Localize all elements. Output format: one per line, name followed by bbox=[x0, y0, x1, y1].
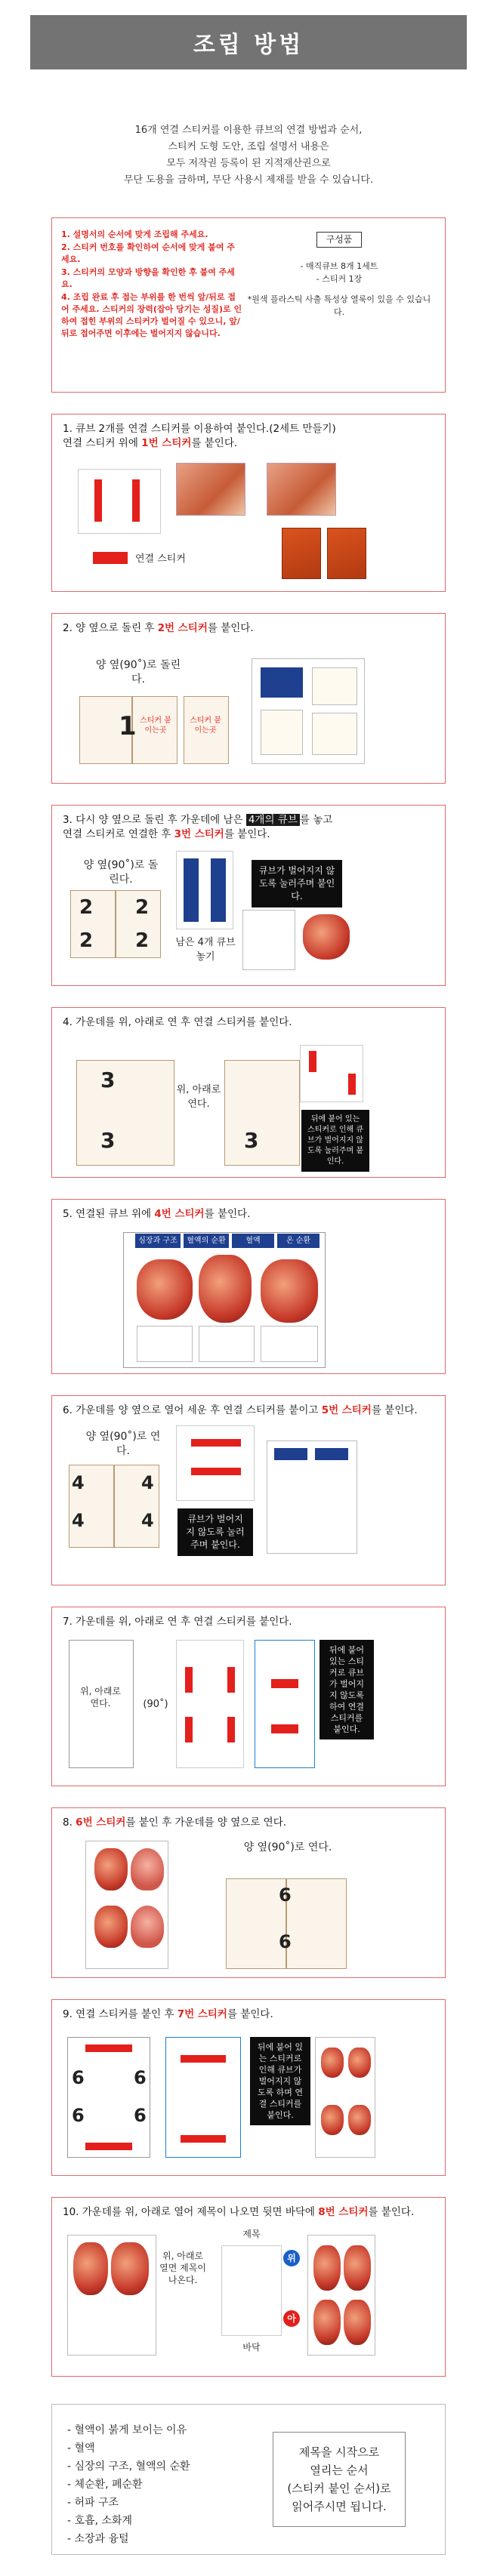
step-9-title bbox=[63, 2007, 434, 2022]
cube-panel bbox=[76, 1060, 174, 1166]
notice-line: 무단 도용을 금하며, 무단 사용시 제재를 받을 수 있습니다. bbox=[123, 174, 374, 186]
copyright-notice bbox=[45, 122, 452, 189]
caution-item: 2. 스티커 번호를 확인하여 순서에 맞게 붙여 주세요. bbox=[61, 242, 235, 264]
note-line: 열리는 순서 bbox=[310, 2464, 369, 2477]
step-6-text: 를 붙인다. bbox=[371, 1404, 418, 1416]
plastic-warning: *원색 플라스틱 사출 특성상 열룩이 있을 수 있습니다. bbox=[247, 294, 431, 317]
body-image bbox=[348, 2105, 371, 2135]
step-5-text: 5. 연결된 큐브 위에 bbox=[63, 1208, 155, 1220]
info-block bbox=[274, 1448, 307, 1460]
topic-item: - 혈액 bbox=[67, 2442, 95, 2454]
step-3-text: 연결 스티커로 연결한 후 bbox=[63, 828, 174, 840]
connect-sticker bbox=[85, 2044, 132, 2052]
cube-panel bbox=[286, 1878, 347, 1969]
tip-box: 뒤에 붙어 있는 스티커로 인해 큐브가 벌어지지 않도록 하며 연결 스티커를 붙인다. bbox=[250, 2037, 310, 2125]
step-3-highlight: 4개의 큐브 bbox=[246, 814, 300, 826]
topic-item: - 혈액이 붉게 보이는 이유 bbox=[67, 2424, 187, 2436]
sticker-number: 6 bbox=[134, 2067, 147, 2088]
center-cubes-label: 남은 4개 큐브 놓기 bbox=[175, 937, 236, 963]
info-block bbox=[312, 667, 357, 705]
step-10-sticker: 8번 스티커 bbox=[318, 2206, 369, 2218]
step-5-title bbox=[63, 1207, 434, 1222]
heart-image bbox=[137, 1259, 193, 1320]
connect-sticker bbox=[85, 2143, 132, 2150]
step-6-title bbox=[63, 1404, 434, 1418]
step-6-sticker: 5번 스티커 bbox=[321, 1404, 372, 1416]
step-9-text: 9. 연결 스티커를 붙인 후 bbox=[63, 2008, 178, 2020]
down-marker: 아래 bbox=[283, 2310, 300, 2327]
sticker-number: 4 bbox=[72, 1510, 85, 1531]
step-7-title: 7. 가운데를 위, 아래로 연 후 연결 스티커를 붙인다. bbox=[63, 1616, 292, 1628]
step-5-sticker: 4번 스티커 bbox=[154, 1208, 205, 1220]
sticker-spot: 스티커 붙이는곳 bbox=[140, 716, 171, 735]
step-1-sticker: 1번 스티커 bbox=[141, 437, 192, 449]
sticker-sheet-image bbox=[176, 463, 245, 516]
step-1-title bbox=[63, 422, 434, 451]
step-3-sticker: 3번 스티커 bbox=[174, 828, 224, 840]
cube-panel bbox=[226, 1878, 286, 1969]
step-2-text: 2. 양 옆으로 돌린 후 bbox=[63, 622, 158, 634]
step-5-text: 를 붙인다. bbox=[204, 1208, 251, 1220]
step-2-illustration bbox=[63, 643, 434, 779]
rotate-label: 양 옆(90˚)로 돌린다. bbox=[83, 859, 159, 886]
step-9-sticker: 7번 스티커 bbox=[177, 2008, 227, 2020]
legend-swatch bbox=[93, 552, 128, 564]
tip-box: 뒤에 붙어 있는 스티커로 큐브가 벌어지지 않도록 하여 연결 스티커를 붙인다. bbox=[320, 1640, 374, 1739]
info-block bbox=[315, 1448, 348, 1460]
topic-item: - 체순환, 폐순환 bbox=[67, 2479, 143, 2491]
sticker-number: 6 bbox=[279, 1931, 292, 1952]
step-8-illustration bbox=[63, 1838, 434, 1974]
info-block bbox=[261, 710, 303, 755]
step-10-text: 를 붙인다. bbox=[368, 2206, 415, 2218]
step-1-illustration bbox=[63, 458, 434, 579]
body-image bbox=[313, 2300, 341, 2345]
components-title: 구성품 bbox=[316, 232, 363, 248]
step-4 bbox=[51, 1007, 446, 1178]
connect-sticker bbox=[185, 1667, 193, 1693]
open-label: 위, 아래로 열면 제목이 나온다. bbox=[159, 2251, 206, 2285]
topic-item: - 호흡, 소화계 bbox=[67, 2515, 133, 2527]
sticker-number: 6 bbox=[134, 2105, 147, 2126]
topic-item: - 심장의 구조, 혈액의 순환 bbox=[67, 2460, 190, 2473]
step-3-text: 3. 다시 양 옆으로 돌린 후 가운데에 남은 bbox=[63, 814, 246, 826]
sticker-number: 4 bbox=[141, 1472, 154, 1493]
step-10-text: 10. 가운데를 위, 아래로 열어 제목이 나오면 뒷면 바닥에 bbox=[63, 2206, 319, 2218]
body-image bbox=[321, 2105, 344, 2135]
step-2-sticker: 2번 스티커 bbox=[157, 622, 208, 634]
caution-item: 1. 설명서의 순서에 맞게 조립해 주세요. bbox=[61, 230, 208, 239]
step-9-text: 를 붙인다. bbox=[227, 2008, 273, 2020]
sticker-number: 4 bbox=[141, 1510, 154, 1531]
sticker-number: 2 bbox=[135, 929, 150, 952]
diagram-thumb bbox=[242, 910, 295, 970]
step-6-illustration bbox=[63, 1425, 434, 1569]
body-image bbox=[348, 2048, 371, 2078]
body-image bbox=[313, 2245, 341, 2291]
step-3-text: 를 붙인다. bbox=[224, 828, 270, 840]
connect-sticker bbox=[181, 2135, 226, 2143]
heart-image bbox=[199, 1255, 252, 1323]
connect-sticker bbox=[191, 1468, 241, 1475]
page-title: 조립 방법 bbox=[193, 32, 304, 58]
rotate-label: 양 옆(90˚)로 돌린다. bbox=[95, 659, 181, 686]
connect-sticker bbox=[185, 1717, 193, 1742]
open-label: 위, 아래로 연다. bbox=[176, 1084, 221, 1110]
sticker-layout bbox=[176, 1425, 255, 1501]
open-label: 양 옆(90˚)로 연다. bbox=[243, 1841, 332, 1853]
sticker-number: 2 bbox=[79, 896, 94, 919]
step-1-text: 1. 큐브 2개를 연결 스티커를 이용하여 붙인다.(2세트 만들기) bbox=[63, 423, 336, 435]
connect-sticker bbox=[271, 1679, 298, 1688]
step-9 bbox=[51, 1999, 446, 2176]
topic-item: - 허파 구조 bbox=[67, 2497, 119, 2509]
connect-sticker bbox=[271, 1724, 298, 1733]
connect-sticker bbox=[94, 479, 102, 522]
connect-sticker bbox=[191, 1439, 241, 1447]
connector bbox=[211, 858, 226, 922]
notice-line: 16개 연결 스티커를 이용한 큐브의 연결 방법과 순서, bbox=[134, 125, 363, 136]
lung-image bbox=[131, 1848, 164, 1890]
sticker-number: 6 bbox=[72, 2067, 85, 2088]
step-8-text: 8. bbox=[63, 1816, 76, 1829]
lung-image bbox=[131, 1906, 164, 1948]
caption-block bbox=[199, 1326, 255, 1362]
tab-label: 온 순환 bbox=[277, 1234, 320, 1248]
sticker-number: 2 bbox=[79, 929, 94, 952]
step-8-sticker: 6번 스티커 bbox=[76, 1816, 126, 1829]
sticker-number: 3 bbox=[244, 1128, 259, 1153]
tab-label: 심장과 구조 bbox=[135, 1234, 181, 1248]
caution-item: 3. 스티커의 모양과 방향을 확인한 후 붙여 주세요. bbox=[61, 267, 235, 289]
caution-list bbox=[61, 229, 242, 381]
product-box-image bbox=[327, 528, 366, 579]
info-block bbox=[312, 713, 357, 755]
component-item: - 스티커 1장 bbox=[316, 274, 363, 284]
step-8 bbox=[51, 1807, 446, 1978]
heart-image bbox=[303, 914, 350, 960]
cube-panel bbox=[67, 2037, 150, 2158]
tip-box: 큐브가 벌어지지 않도록 눌러주며 붙인다. bbox=[178, 1508, 253, 1556]
body-image bbox=[344, 2245, 371, 2291]
body-image bbox=[94, 1906, 128, 1948]
sticker-number: 3 bbox=[100, 1068, 116, 1092]
step-6 bbox=[51, 1395, 446, 1585]
sticker-number: 1 bbox=[119, 711, 137, 741]
cube-pair bbox=[78, 469, 161, 534]
body-image bbox=[73, 2242, 108, 2295]
connect-sticker bbox=[348, 1074, 356, 1095]
components-panel bbox=[242, 229, 436, 381]
step-10 bbox=[51, 2197, 446, 2377]
summary-box bbox=[51, 2404, 446, 2555]
sticker-layout bbox=[176, 1640, 244, 1768]
topic-list bbox=[67, 2421, 248, 2545]
step-10-title bbox=[63, 2205, 434, 2220]
bottom-label: 바닥 bbox=[242, 2342, 261, 2353]
body-image bbox=[321, 2048, 344, 2078]
open-label: 양 옆(90˚)로 연다. bbox=[85, 1431, 161, 1457]
note-line: 제목을 시작으로 bbox=[298, 2445, 380, 2459]
connect-sticker bbox=[132, 479, 140, 522]
sticker-number: 4 bbox=[72, 1472, 85, 1493]
step-1-text: 연결 스티커 위에 bbox=[63, 437, 142, 449]
title-bar bbox=[30, 15, 467, 69]
body-image bbox=[344, 2300, 371, 2345]
step-4-illustration bbox=[63, 1037, 434, 1173]
notice-line: 모두 저작권 등록이 된 지적재산권으로 bbox=[166, 158, 331, 169]
step-8-title bbox=[63, 1816, 434, 1830]
topic-item: - 소장과 융털 bbox=[67, 2533, 129, 2545]
info-block bbox=[261, 667, 303, 698]
step-9-illustration bbox=[63, 2029, 434, 2173]
step-2-text: 를 붙인다. bbox=[207, 622, 254, 634]
caption-block bbox=[137, 1326, 193, 1362]
legend-label: 연결 스티커 bbox=[135, 553, 186, 565]
step-8-text: 를 붙인 후 가운데를 양 옆으로 연다. bbox=[125, 1816, 287, 1829]
sticker-number: 6 bbox=[279, 1884, 292, 1906]
cube-outline bbox=[221, 2245, 282, 2336]
connect-sticker bbox=[309, 1051, 316, 1072]
step-1-text: 를 붙인다. bbox=[191, 437, 238, 449]
sticker-number: 2 bbox=[135, 896, 150, 919]
sticker-number: 6 bbox=[72, 2105, 85, 2126]
step-3-illustration bbox=[63, 849, 434, 978]
product-box-image bbox=[282, 528, 321, 579]
step-10-illustration bbox=[63, 2227, 434, 2360]
step-3-title bbox=[63, 813, 434, 842]
caution-box bbox=[51, 217, 446, 393]
step-5-illustration bbox=[63, 1229, 434, 1370]
connect-sticker bbox=[227, 1667, 235, 1693]
connector bbox=[184, 858, 199, 922]
tab-label: 혈액 bbox=[232, 1234, 274, 1248]
step-2 bbox=[51, 613, 446, 784]
notice-line: 스티커 도형 도안, 조립 설명서 내용은 bbox=[168, 141, 329, 153]
tab-label: 혈액의 순환 bbox=[184, 1234, 229, 1248]
tip-box: 뒤에 붙어 있는 스티커로 인해 큐브가 벌어지지 않도록 눌러주며 붙인다. bbox=[301, 1110, 369, 1172]
open-label: 위, 아래로 연다. bbox=[80, 1686, 121, 1709]
note-line: (스티커 붙인 순서)로 bbox=[287, 2482, 391, 2495]
caution-item: 4. 조립 완료 후 접는 부위를 한 번씩 앞/뒤로 접어 주세요. 스티커의 장력(잡아 당기는 성질)로 인하여 접힌 부위의 스티커가 벌어질 수 있으니, 앞/뒤로 접어주면 이후에는 벌어지지 않습니다. bbox=[61, 292, 242, 338]
degree-label: (90˚) bbox=[143, 1699, 168, 1710]
step-3-text: 를 놓고 bbox=[299, 814, 333, 826]
step-7-illustration bbox=[63, 1637, 434, 1780]
caption-block bbox=[261, 1326, 318, 1362]
body-image bbox=[111, 2242, 149, 2295]
step-5 bbox=[51, 1199, 446, 1374]
up-marker: 위 bbox=[283, 2250, 300, 2266]
component-item: - 매직큐브 8개 1세트 bbox=[300, 261, 378, 271]
step-3 bbox=[51, 805, 446, 986]
sticker-sheet-image bbox=[267, 463, 336, 516]
note-line: 읽어주시면 됩니다. bbox=[292, 2500, 387, 2513]
top-label: 제목 bbox=[242, 2229, 261, 2239]
connect-sticker bbox=[227, 1717, 235, 1742]
heart-image bbox=[94, 1848, 128, 1890]
body-image bbox=[261, 1259, 318, 1323]
sticker-layout bbox=[255, 1640, 315, 1768]
tip-box: 큐브가 벌어지지 않도록 눌러주며 붙인다. bbox=[252, 860, 342, 907]
step-1 bbox=[51, 414, 446, 592]
step-4-title: 4. 가운데를 위, 아래로 연 후 연결 스티커를 붙인다. bbox=[63, 1016, 292, 1028]
step-2-title bbox=[63, 621, 434, 636]
step-6-text: 6. 가운데를 양 옆으로 열어 세운 후 연결 스티커를 붙이고 bbox=[63, 1404, 322, 1416]
assembly-guide-page bbox=[0, 15, 497, 2570]
sticker-spot: 스티커 붙이는곳 bbox=[190, 716, 221, 735]
step-7 bbox=[51, 1607, 446, 1786]
connect-sticker bbox=[181, 2055, 226, 2063]
sticker-number: 3 bbox=[100, 1128, 116, 1153]
reading-order-note bbox=[248, 2421, 430, 2537]
reading-order-box bbox=[273, 2432, 405, 2527]
cube-panel bbox=[224, 1060, 300, 1166]
